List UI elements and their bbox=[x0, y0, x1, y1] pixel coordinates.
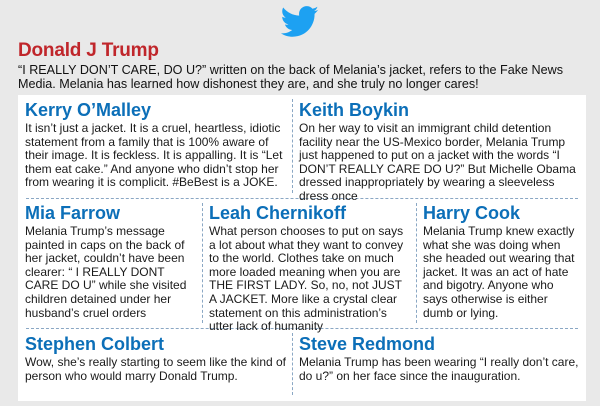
twitter-bird-icon bbox=[280, 6, 320, 38]
reply-author: Kerry O’Malley bbox=[25, 100, 152, 120]
reply-text: On her way to visit an immigrant child detention facility near the US-Mexico border, Melania Trump just happened to put on a jacket with the words “I DON’T REALLY CARE DO U?” But Michelle Obama dressed inappropriately by wearing a sleeveless dress once bbox=[299, 121, 576, 203]
reply-text: Melania Trump’s message painted in caps on the back of her jacket, couldn’t have been clearer: “ I REALLY DONT CARE DO U” while she visited children detained under her husband’s cruel orders bbox=[25, 224, 187, 320]
reply-keith-boykin bbox=[299, 100, 581, 204]
tweet-author-name: Donald J Trump bbox=[18, 40, 159, 61]
replies-panel bbox=[18, 95, 586, 401]
reply-mia-farrow bbox=[25, 203, 197, 320]
reply-text: Wow, she’s really starting to seem like the kind of person who would marry Donald Trump. bbox=[25, 355, 287, 383]
reply-text: What person chooses to put on says a lot about what they want to convey to the world. Clothes take on much more loaded meaning when you are THE FIRST LADY. So, no, not JUST A JACKET. More like a crystal clear statement on this administration’s utter lack of humanity bbox=[209, 224, 404, 334]
reply-author: Leah Chernikoff bbox=[209, 203, 347, 223]
reply-text: Melania Trump has been wearing “I really don’t care, do u?” on her face since the inauguration. bbox=[299, 355, 579, 383]
reply-author: Harry Cook bbox=[423, 203, 521, 223]
reply-steve-redmond bbox=[299, 334, 581, 383]
reply-harry-cook bbox=[423, 203, 581, 320]
reply-text: Melania Trump knew exactly what she was doing when she headed out wearing that jacket. It was an act of hate and bigotry. Anyone who says otherwise is either dumb or lying. bbox=[423, 224, 575, 320]
column-separator-4 bbox=[292, 333, 293, 395]
tweet-text: “I REALLY DON’T CARE, DO U?” written on the back of Melania’s jacket, refers to the Fake News Media. Melania has learned how dishonest they are, and she truly no longer cares! bbox=[18, 63, 564, 91]
column-separator-2 bbox=[202, 203, 203, 323]
column-separator-1 bbox=[292, 99, 293, 193]
reply-kerry-omalley bbox=[25, 100, 287, 190]
reply-author: Stephen Colbert bbox=[25, 334, 165, 354]
reply-author: Mia Farrow bbox=[25, 203, 121, 223]
reply-author: Steve Redmond bbox=[299, 334, 436, 354]
column-separator-3 bbox=[416, 203, 417, 323]
reply-leah-chernikoff bbox=[209, 203, 411, 334]
reply-author: Keith Boykin bbox=[299, 100, 410, 120]
reply-stephen-colbert bbox=[25, 334, 287, 383]
reply-text: It isn’t just a jacket. It is a cruel, heartless, idiotic statement from a family that is 100% aware of their image. It is feckless. It is appalling. It is “Let them eat cake.” And anyone who didn’t stop her from wearing it is complicit. #BeBest is a JOKE. bbox=[25, 121, 283, 190]
